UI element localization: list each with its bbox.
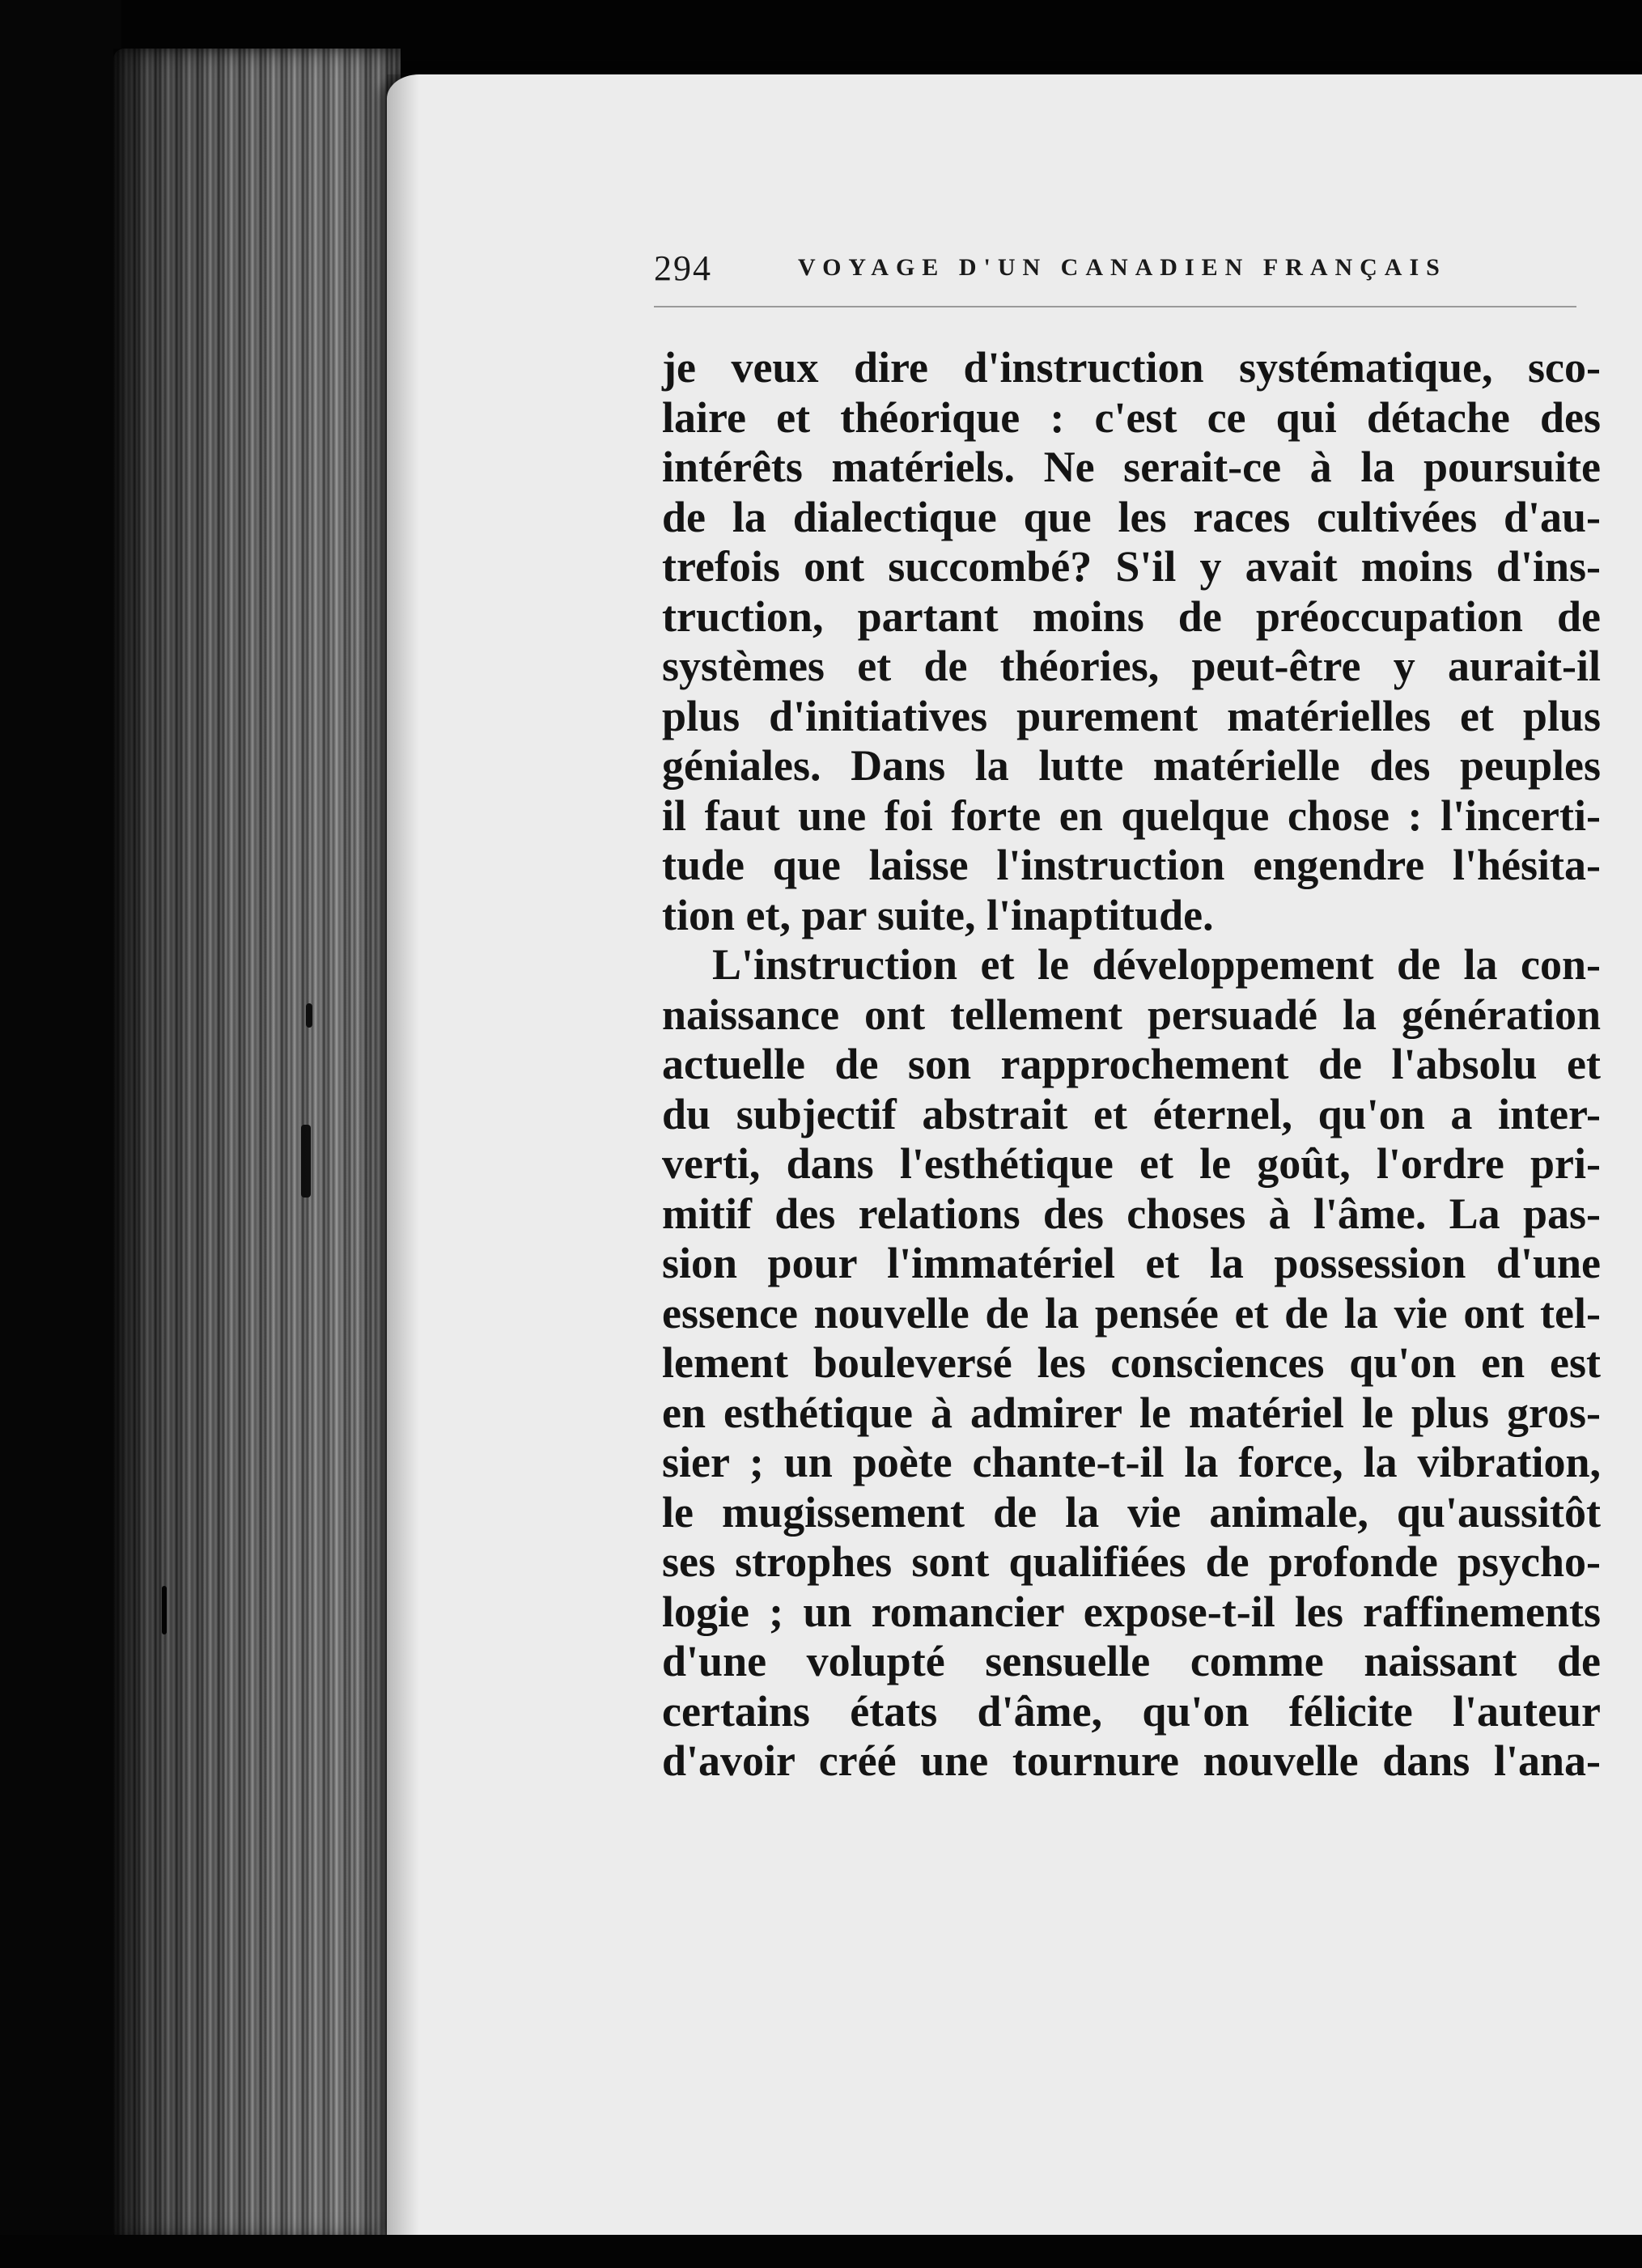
text-line: tion et, par suite, l'inaptitude. <box>662 890 1214 939</box>
text-line: de la dialectique que les races cultivées d'au- <box>662 492 1601 541</box>
text-line: truction, partant moins de préoccupation de <box>662 591 1601 641</box>
book-page-edges <box>113 49 401 2241</box>
text-line: actuelle de son rapprochement de l'absolu et <box>662 1040 1601 1088</box>
edge-blemish <box>162 1586 167 1634</box>
text-line: en esthétique à admirer le matériel le plus gros- <box>662 1388 1601 1437</box>
text-line: du subjectif abstrait et éternel, qu'on a inter- <box>662 1089 1601 1138</box>
text-line: d'avoir créé une tournure nouvelle dans l'ana- <box>662 1736 1601 1785</box>
text-line: je veux dire d'instruction systématique, sco- <box>662 343 1601 392</box>
text-line: naissance ont tellement persuadé la génération <box>662 990 1601 1039</box>
text-line: logie ; un romancier expose-t-il les raffinements <box>662 1587 1601 1636</box>
text-line: tude que laisse l'instruction engendre l'hésita- <box>662 841 1601 889</box>
text-line: intérêts matériels. Ne serait-ce à la poursuite <box>662 443 1601 491</box>
left-scan-margin <box>0 0 121 2268</box>
text-line: verti, dans l'esthétique et le goût, l'ordre pri- <box>662 1139 1601 1188</box>
text-line: ses strophes sont qualifiées de profonde psycho- <box>662 1537 1601 1586</box>
running-head <box>654 248 1560 290</box>
text-line: sier ; un poète chante-t-il la force, la vibration, <box>662 1438 1601 1486</box>
body-text <box>662 343 1601 1787</box>
text-line: lement bouleversé les consciences qu'on en est <box>662 1338 1601 1387</box>
text-line: essence nouvelle de la pensée et de la vie ont tel- <box>662 1288 1601 1337</box>
page-number: 294 <box>654 248 712 288</box>
text-line: systèmes et de théories, peut-être y aurait-il <box>662 642 1601 690</box>
text-line: trefois ont succombé? S'il y avait moins d'ins- <box>662 542 1601 591</box>
running-title: VOYAGE D'UN CANADIEN FRANÇAIS <box>798 254 1447 281</box>
header-rule <box>654 306 1576 307</box>
edge-blemish <box>306 1003 312 1028</box>
text-line: plus d'initiatives purement matérielles et plus <box>662 691 1601 740</box>
text-line: géniales. Dans la lutte matérielle des peuples <box>662 741 1601 790</box>
text-line: il faut une foi forte en quelque chose : l'incerti- <box>662 791 1601 840</box>
text-line: d'une volupté sensuelle comme naissant de <box>662 1637 1601 1685</box>
bottom-scan-margin <box>0 2235 1642 2268</box>
paragraph-start-line: L'instruction et le développement de la con- <box>712 940 1601 989</box>
text-line: sion pour l'immatériel et la possession d'une <box>662 1239 1601 1287</box>
text-line: certains états d'âme, qu'on félicite l'auteur <box>662 1686 1601 1736</box>
text-line: mitif des relations des choses à l'âme. La pas- <box>662 1189 1601 1238</box>
text-line: le mugissement de la vie animale, qu'aussitôt <box>662 1487 1601 1537</box>
text-line: laire et théorique : c'est ce qui détache des <box>662 392 1601 442</box>
edge-blemish <box>301 1125 311 1198</box>
